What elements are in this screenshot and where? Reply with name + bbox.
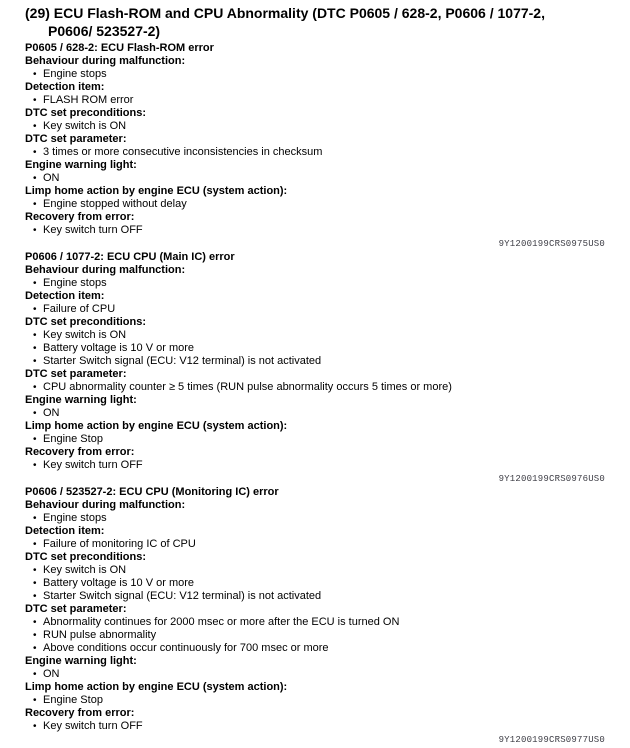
bullet-icon: •	[33, 565, 37, 576]
field-label: Detection item:	[25, 81, 105, 93]
bullet-icon: •	[33, 434, 37, 445]
bullet-item	[25, 198, 630, 211]
field-label: Engine warning light:	[25, 394, 137, 406]
bullet-item	[25, 642, 630, 655]
bullet-icon: •	[33, 330, 37, 341]
field-label: Engine warning light:	[25, 159, 137, 171]
bullet-icon: •	[33, 669, 37, 680]
field-label: DTC set parameter:	[25, 368, 127, 380]
bullet-icon: •	[33, 591, 37, 602]
bullet-icon: •	[33, 643, 37, 654]
field-label: Recovery from error:	[25, 707, 135, 719]
bullet-text: Key switch is ON	[43, 564, 127, 576]
bullet-icon: •	[33, 278, 37, 289]
bullet-item	[25, 342, 630, 355]
bullet-text: Engine stopped without delay	[43, 198, 187, 210]
bullet-item	[25, 538, 630, 551]
bullet-item	[25, 355, 630, 368]
bullet-item	[25, 68, 630, 81]
field-label: Engine warning light:	[25, 655, 137, 667]
bullet-icon: •	[33, 147, 37, 158]
bullet-icon: •	[33, 578, 37, 589]
field-label: Limp home action by engine ECU (system action):	[25, 420, 288, 432]
bullet-icon: •	[33, 721, 37, 732]
field-label: DTC set parameter:	[25, 603, 127, 615]
doc-heading	[25, 0, 630, 40]
ref-code: 9Y1200199CRS0976US0	[498, 474, 605, 484]
bullet-item	[25, 668, 630, 681]
bullet-item	[25, 720, 630, 733]
bullet-text: FLASH ROM error	[43, 94, 134, 106]
bullet-item	[25, 407, 630, 420]
bullet-item	[25, 381, 630, 394]
dtc-section	[25, 42, 630, 251]
bullet-icon: •	[33, 69, 37, 80]
field-label: Limp home action by engine ECU (system action):	[25, 185, 288, 197]
bullet-text: Above conditions occur continuously for 700 msec or more	[43, 642, 329, 654]
bullet-item	[25, 303, 630, 316]
bullet-text: Abnormality continues for 2000 msec or more after the ECU is turned ON	[43, 616, 400, 628]
field-label: Behaviour during malfunction:	[25, 499, 186, 511]
bullet-text: CPU abnormality counter ≥ 5 times (RUN pulse abnormality occurs 5 times or more)	[43, 381, 452, 393]
bullet-item	[25, 564, 630, 577]
bullet-icon: •	[33, 539, 37, 550]
bullet-item	[25, 277, 630, 290]
section-title: P0605 / 628-2: ECU Flash-ROM error	[25, 42, 214, 54]
field-label: DTC set preconditions:	[25, 107, 147, 119]
bullet-text: Key switch turn OFF	[43, 720, 143, 732]
bullet-text: ON	[43, 172, 60, 184]
dtc-section	[25, 251, 630, 486]
field-label: Limp home action by engine ECU (system action):	[25, 681, 288, 693]
section-title: P0606 / 523527-2: ECU CPU (Monitoring IC) error	[25, 486, 279, 498]
bullet-item	[25, 146, 630, 159]
bullet-text: ON	[43, 668, 60, 680]
bullet-item	[25, 224, 630, 237]
bullet-item	[25, 512, 630, 525]
bullet-text: Engine stops	[43, 68, 107, 80]
bullet-item	[25, 694, 630, 707]
bullet-item	[25, 329, 630, 342]
bullet-item	[25, 172, 630, 185]
bullet-text: Key switch turn OFF	[43, 459, 143, 471]
field-label: Detection item:	[25, 290, 105, 302]
bullet-item	[25, 433, 630, 446]
field-label: DTC set preconditions:	[25, 316, 147, 328]
doc-heading-line2: P0606/ 523527-2)	[48, 23, 161, 39]
bullet-icon: •	[33, 460, 37, 471]
bullet-icon: •	[33, 121, 37, 132]
bullet-icon: •	[33, 343, 37, 354]
bullet-text: Battery voltage is 10 V or more	[43, 342, 195, 354]
bullet-text: Engine stops	[43, 512, 107, 524]
field-label: Recovery from error:	[25, 211, 135, 223]
bullet-icon: •	[33, 173, 37, 184]
field-label: Behaviour during malfunction:	[25, 55, 186, 67]
bullet-text: Engine Stop	[43, 694, 103, 706]
bullet-text: Starter Switch signal (ECU: V12 terminal) is not activated	[43, 590, 322, 602]
bullet-icon: •	[33, 630, 37, 641]
bullet-text: 3 times or more consecutive inconsistencies in checksum	[43, 146, 323, 158]
bullet-icon: •	[33, 199, 37, 210]
bullet-text: RUN pulse abnormality	[43, 629, 157, 641]
field-label: Recovery from error:	[25, 446, 135, 458]
bullet-text: Starter Switch signal (ECU: V12 terminal) is not activated	[43, 355, 322, 367]
sections	[25, 42, 630, 747]
ref-code: 9Y1200199CRS0977US0	[498, 735, 605, 745]
field-label: Behaviour during malfunction:	[25, 264, 186, 276]
bullet-icon: •	[33, 408, 37, 419]
bullet-item	[25, 616, 630, 629]
bullet-item	[25, 590, 630, 603]
bullet-text: Engine Stop	[43, 433, 103, 445]
bullet-icon: •	[33, 225, 37, 236]
section-title: P0606 / 1077-2: ECU CPU (Main IC) error	[25, 251, 235, 263]
field-label: DTC set parameter:	[25, 133, 127, 145]
bullet-icon: •	[33, 95, 37, 106]
bullet-text: ON	[43, 407, 60, 419]
field-label: DTC set preconditions:	[25, 551, 147, 563]
doc-heading-line1: (29) ECU Flash-ROM and CPU Abnormality (DTC P0605 / 628-2, P0606 / 1077-2,	[25, 5, 545, 21]
bullet-icon: •	[33, 617, 37, 628]
bullet-text: Battery voltage is 10 V or more	[43, 577, 195, 589]
bullet-text: Failure of monitoring IC of CPU	[43, 538, 196, 550]
dtc-section	[25, 486, 630, 747]
bullet-item	[25, 577, 630, 590]
bullet-text: Failure of CPU	[43, 303, 116, 315]
bullet-icon: •	[33, 356, 37, 367]
bullet-icon: •	[33, 695, 37, 706]
bullet-item	[25, 459, 630, 472]
bullet-item	[25, 94, 630, 107]
field-label: Detection item:	[25, 525, 105, 537]
bullet-text: Engine stops	[43, 277, 107, 289]
bullet-text: Key switch is ON	[43, 329, 127, 341]
bullet-icon: •	[33, 513, 37, 524]
bullet-text: Key switch turn OFF	[43, 224, 143, 236]
bullet-text: Key switch is ON	[43, 120, 127, 132]
bullet-item	[25, 629, 630, 642]
bullet-item	[25, 120, 630, 133]
bullet-icon: •	[33, 304, 37, 315]
bullet-icon: •	[33, 382, 37, 393]
ref-code: 9Y1200199CRS0975US0	[498, 239, 605, 249]
